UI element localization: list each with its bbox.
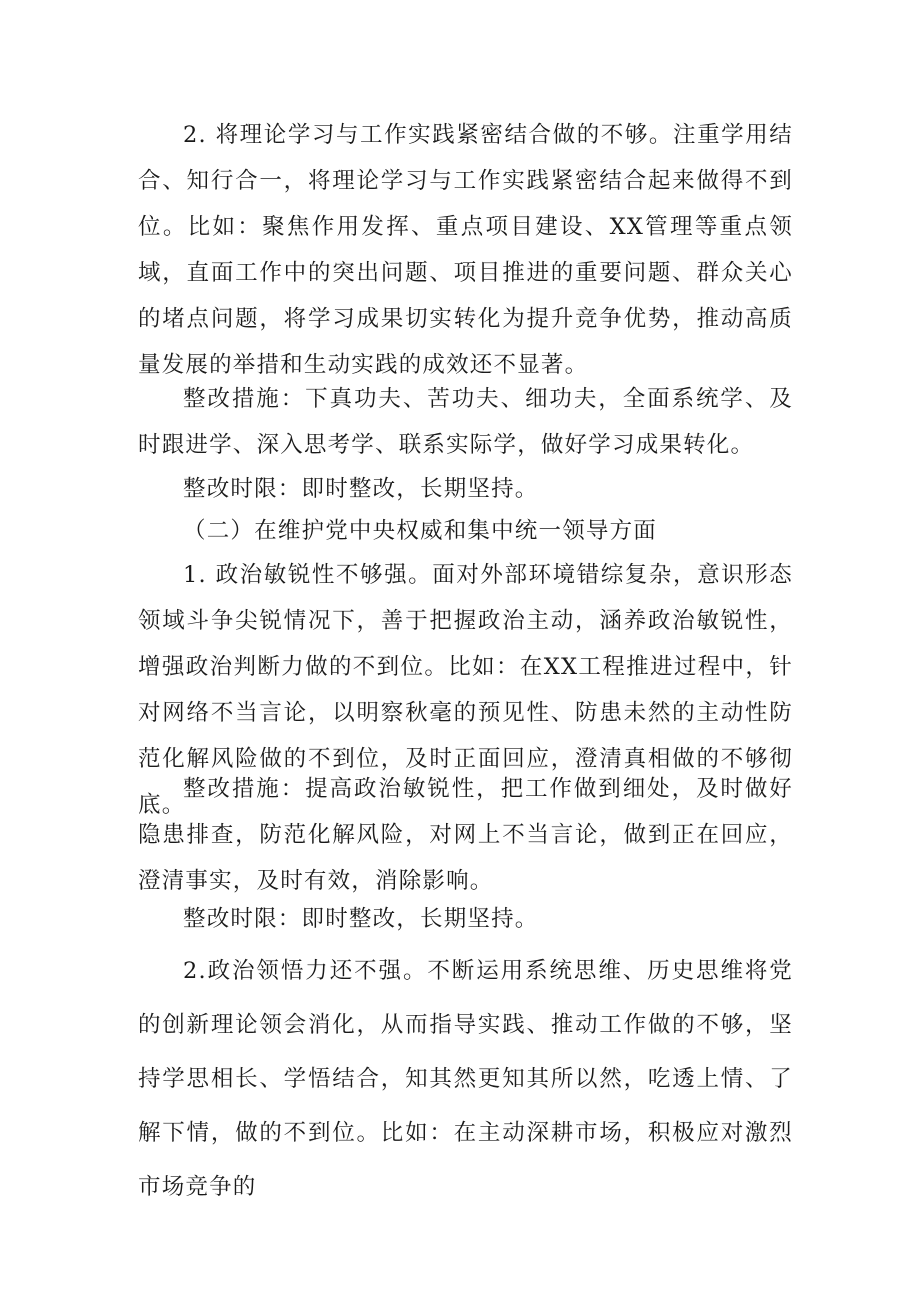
paragraph-political-sensitivity: 1. 政治敏锐性不够强。面对外部环境错综复杂，意识形态领域斗争尖锐情况下，善于把握政治主动，涵养政治敏锐性，增强政治判断力做的不到位。比如：在XX工程推进过程中，针对网络不当言论，以明察秋毫的预见性、防患未然的主动性防范化解风险做的不到位，及时正面回应，澄清真相做的不够彻底。 — [138, 562, 793, 818]
paragraph-rectification-measures-2: 整改措施：提高政治敏锐性，把工作做到细处，及时做好隐患排查，防范化解风险，对网上不当言论，做到正在回应，澄清事实，及时有效，消除影响。 — [138, 776, 793, 894]
paragraph-political-comprehension: 2.政治领悟力还不强。不断运用系统思维、历史思维将党的创新理论领会消化，从而指导实践、推动工作做的不够，坚持学思相长、学悟结合，知其然更知其所以然，吃透上情、了解下情，做的不到位。比如：在主动深耕市场，积极应对激烈市场竞争的 — [138, 958, 793, 1200]
paragraph-learning-practice: 2. 将理论学习与工作实践紧密结合做的不够。注重学用结合、知行合一，将理论学习与工作实践紧密结合起来做得不到位。比如：聚焦作用发挥、重点项目建设、XX管理等重点领域，直面工作中的突出问题、项目推进的重要问题、群众关心的堵点问题，将学习成果切实转化为提升竞争优势，推动高质量发展的举措和生动实践的成效还不显著。 — [138, 122, 793, 378]
paragraph-rectification-measures-1: 整改措施：下真功夫、苦功夫、细功夫，全面系统学、及时跟进学、深入思考学、联系实际学，做好学习成果转化。 — [138, 386, 793, 458]
section-heading-party-authority: （二）在维护党中央权威和集中统一领导方面 — [183, 518, 658, 544]
paragraph-rectification-deadline-2: 整改时限：即时整改，长期坚持。 — [183, 906, 539, 932]
paragraph-rectification-deadline-1: 整改时限：即时整改，长期坚持。 — [183, 476, 539, 502]
